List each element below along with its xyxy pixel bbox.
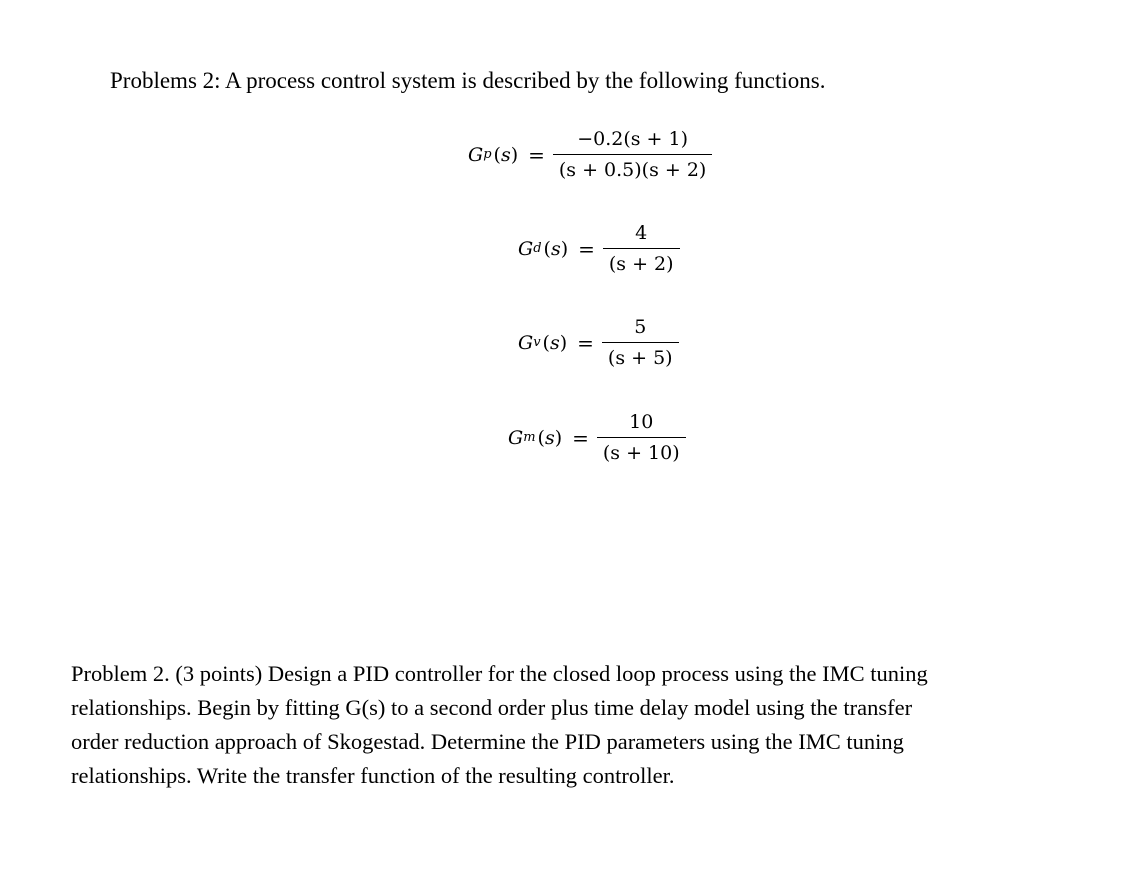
- equation-gp: [468, 128, 712, 181]
- function-argument: s: [549, 331, 560, 354]
- fraction: [553, 128, 712, 181]
- function-subscript: v: [533, 335, 541, 350]
- function-symbol: G: [468, 143, 484, 166]
- fraction: [603, 222, 680, 275]
- function-symbol: G: [508, 426, 524, 449]
- function-subscript: d: [533, 241, 542, 256]
- problem-line: relationships. Write the transfer function of the resulting controller.: [71, 763, 675, 788]
- problem-line: order reduction approach of Skogestad. Determine the PID parameters using the IMC tuning: [71, 729, 904, 754]
- function-symbol: G: [518, 331, 534, 354]
- problem-heading: Problems 2: A process control system is described by the following functions.: [110, 68, 826, 93]
- equation-gv: [518, 316, 679, 369]
- denominator: (s + 10): [602, 442, 680, 464]
- problem-statement: [71, 657, 1101, 793]
- numerator: 4: [635, 222, 648, 244]
- equation-gd-lhs: G d (s): [518, 237, 569, 260]
- equation-gm-lhs: G m (s): [508, 426, 563, 449]
- equation-gd: [518, 222, 680, 275]
- equals-sign: =: [577, 330, 594, 355]
- numerator: −0.2(s + 1): [577, 128, 689, 150]
- function-subscript: m: [523, 430, 536, 445]
- function-argument: s: [550, 237, 561, 260]
- equation-gp-lhs: G p (s): [468, 143, 519, 166]
- numerator: 10: [629, 411, 654, 433]
- equals-sign: =: [578, 236, 595, 261]
- denominator: (s + 2): [608, 253, 674, 275]
- function-argument: s: [500, 143, 511, 166]
- fraction: [597, 411, 686, 464]
- denominator: (s + 5): [607, 347, 673, 369]
- fraction: [602, 316, 679, 369]
- equation-gm: [508, 411, 686, 464]
- function-subscript: p: [483, 147, 492, 162]
- function-symbol: G: [518, 237, 534, 260]
- numerator: 5: [634, 316, 647, 338]
- equation-gv-lhs: G v (s): [518, 331, 568, 354]
- problem-line: relationships. Begin by fitting G(s) to a second order plus time delay model using the transfer: [71, 695, 913, 720]
- equals-sign: =: [572, 425, 589, 450]
- equals-sign: =: [528, 142, 545, 167]
- function-argument: s: [544, 426, 555, 449]
- problem-line: Problem 2. (3 points) Design a PID controller for the closed loop process using the IMC tuning: [71, 661, 928, 686]
- denominator: (s + 0.5)(s + 2): [558, 159, 707, 181]
